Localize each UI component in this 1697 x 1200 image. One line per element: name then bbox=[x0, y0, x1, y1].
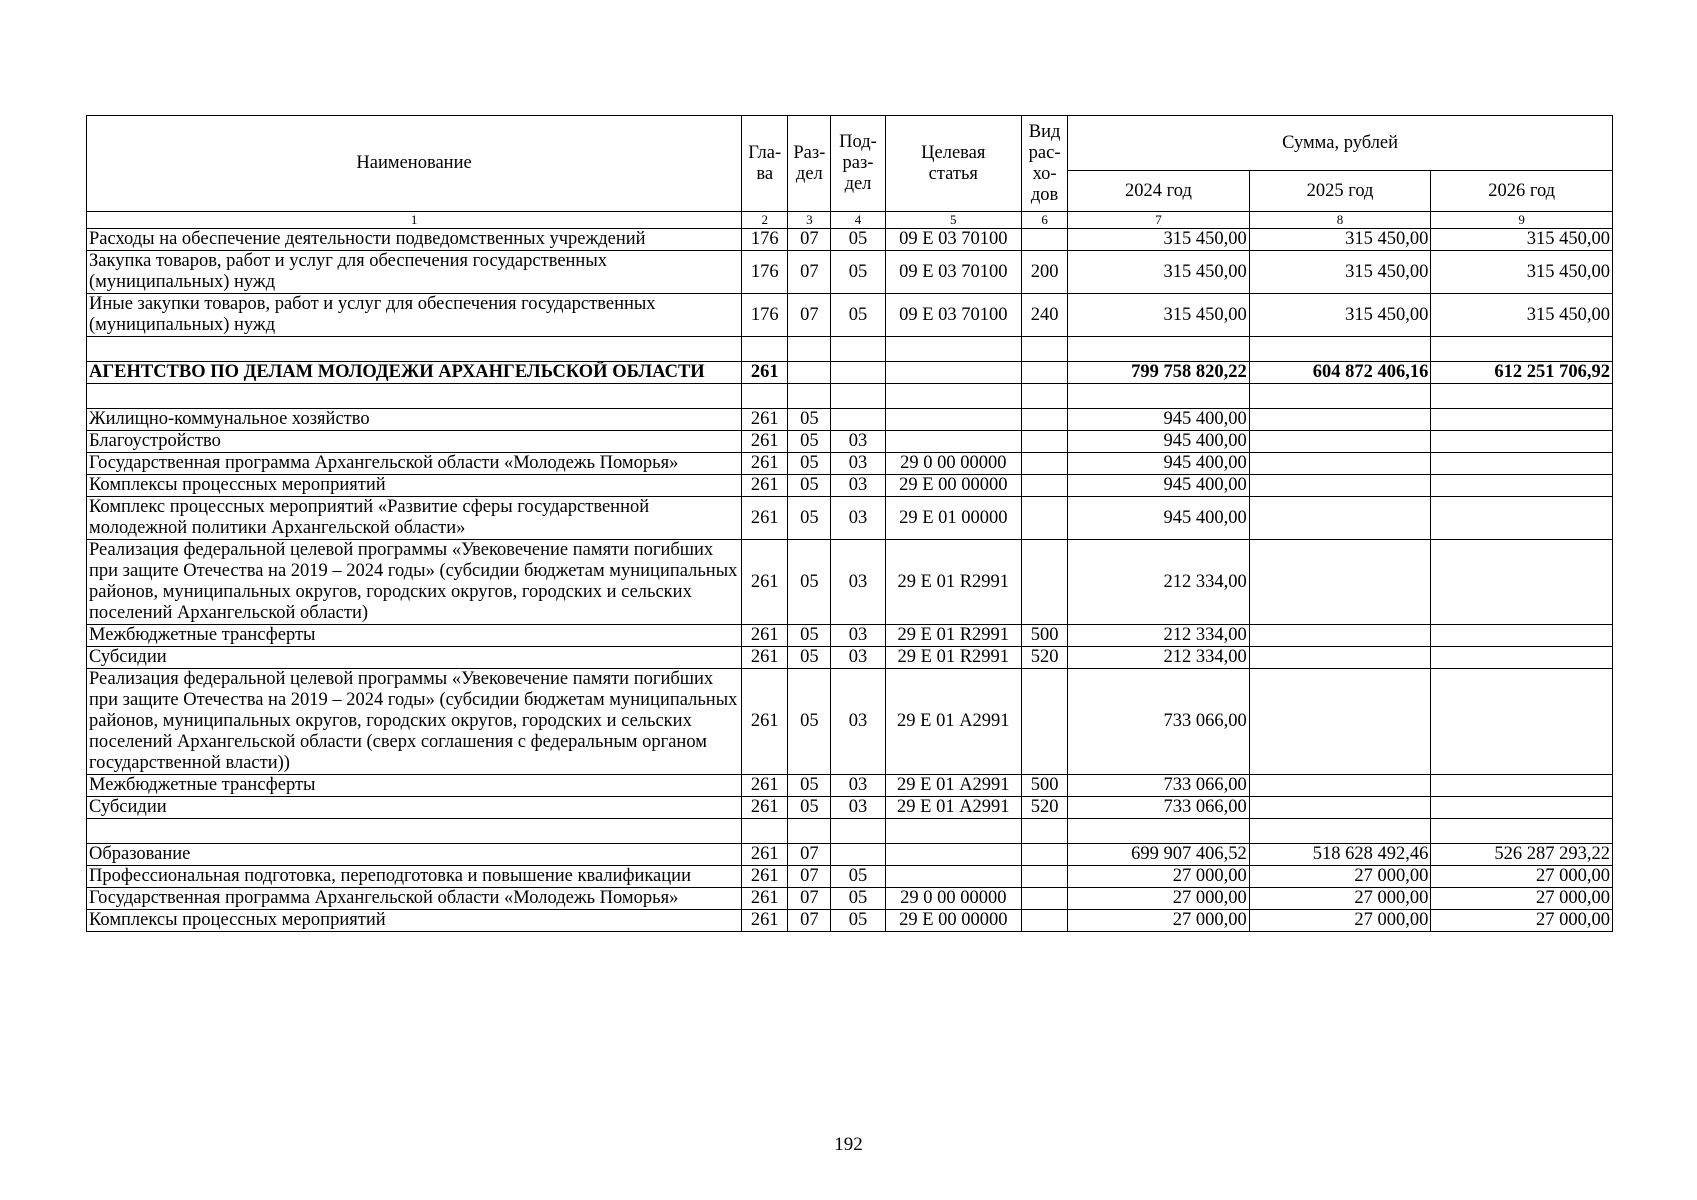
row-glava: 261 bbox=[742, 453, 788, 475]
row-glava: 261 bbox=[742, 497, 788, 540]
table-row bbox=[87, 453, 1613, 475]
row-name: АГЕНТСТВО ПО ДЕЛАМ МОЛОДЕЖИ АРХАНГЕЛЬСКОЙ ОБЛАСТИ bbox=[87, 362, 742, 384]
row-sum-2026: 315 450,00 bbox=[1431, 229, 1613, 251]
table-row bbox=[87, 497, 1613, 540]
table-row bbox=[87, 409, 1613, 431]
empty-cell bbox=[1068, 384, 1250, 409]
row-expense-type bbox=[1022, 475, 1068, 497]
row-podrazdel bbox=[831, 844, 885, 866]
row-glava: 261 bbox=[742, 431, 788, 453]
row-glava: 261 bbox=[742, 866, 788, 888]
row-target-article: 29 Е 00 00000 bbox=[885, 475, 1021, 497]
row-target-article: 29 Е 01 А2991 bbox=[885, 669, 1021, 775]
row-sum-2024: 212 334,00 bbox=[1068, 540, 1250, 625]
row-sum-2024: 27 000,00 bbox=[1068, 910, 1250, 932]
row-target-article: 29 0 00 00000 bbox=[885, 453, 1021, 475]
row-razdel: 05 bbox=[788, 409, 831, 431]
row-expense-type bbox=[1022, 540, 1068, 625]
row-sum-2025 bbox=[1249, 475, 1431, 497]
row-glava: 261 bbox=[742, 362, 788, 384]
row-sum-2024: 945 400,00 bbox=[1068, 431, 1250, 453]
row-razdel: 05 bbox=[788, 475, 831, 497]
spacer-row bbox=[87, 384, 1613, 409]
row-name: Благоустройство bbox=[87, 431, 742, 453]
row-sum-2025 bbox=[1249, 540, 1431, 625]
empty-cell bbox=[1068, 819, 1250, 844]
row-glava: 261 bbox=[742, 625, 788, 647]
row-expense-type: 200 bbox=[1022, 251, 1068, 294]
row-sum-2026: 27 000,00 bbox=[1431, 910, 1613, 932]
table-row bbox=[87, 866, 1613, 888]
table-row bbox=[87, 797, 1613, 819]
table-row bbox=[87, 475, 1613, 497]
column-number: 1 bbox=[87, 212, 742, 229]
row-sum-2025: 315 450,00 bbox=[1249, 251, 1431, 294]
row-target-article bbox=[885, 362, 1021, 384]
row-razdel: 07 bbox=[788, 888, 831, 910]
row-podrazdel: 03 bbox=[831, 497, 885, 540]
row-sum-2024: 699 907 406,52 bbox=[1068, 844, 1250, 866]
empty-cell bbox=[1249, 384, 1431, 409]
row-sum-2026: 27 000,00 bbox=[1431, 888, 1613, 910]
row-sum-2025: 604 872 406,16 bbox=[1249, 362, 1431, 384]
row-podrazdel: 03 bbox=[831, 647, 885, 669]
empty-cell bbox=[87, 384, 742, 409]
row-sum-2025: 315 450,00 bbox=[1249, 294, 1431, 337]
row-target-article: 29 Е 01 А2991 bbox=[885, 797, 1021, 819]
row-podrazdel: 03 bbox=[831, 540, 885, 625]
row-glava: 261 bbox=[742, 647, 788, 669]
row-sum-2026 bbox=[1431, 475, 1613, 497]
column-number: 6 bbox=[1022, 212, 1068, 229]
table-row bbox=[87, 229, 1613, 251]
row-target-article: 29 Е 01 00000 bbox=[885, 497, 1021, 540]
row-name: Профессиональная подготовка, переподготовка и повышение квалификации bbox=[87, 866, 742, 888]
header-glava: Гла- ва bbox=[742, 116, 788, 212]
row-glava: 261 bbox=[742, 475, 788, 497]
row-expense-type bbox=[1022, 844, 1068, 866]
row-name: Комплекс процессных мероприятий «Развитие сферы государственной молодежной политики Архангельской области» bbox=[87, 497, 742, 540]
column-number: 7 bbox=[1068, 212, 1250, 229]
row-expense-type bbox=[1022, 866, 1068, 888]
row-name: Межбюджетные трансферты bbox=[87, 775, 742, 797]
row-glava: 261 bbox=[742, 888, 788, 910]
row-target-article bbox=[885, 844, 1021, 866]
row-sum-2026 bbox=[1431, 431, 1613, 453]
row-podrazdel: 03 bbox=[831, 669, 885, 775]
row-name: Субсидии bbox=[87, 647, 742, 669]
row-razdel: 05 bbox=[788, 431, 831, 453]
row-podrazdel: 03 bbox=[831, 775, 885, 797]
row-name: Реализация федеральной целевой программы «Увековечение памяти погибших при защите Отечества на 2019 – 2024 годы» (субсидии бюджетам муниципальных районов, муниципальных округов, городских округов, городских и сельских поселений Архангельской области) bbox=[87, 540, 742, 625]
table-row bbox=[87, 844, 1613, 866]
header-sum: Сумма, рублей bbox=[1068, 116, 1613, 171]
header-podrazdel: Под- раз- дел bbox=[831, 116, 885, 212]
table-row bbox=[87, 251, 1613, 294]
row-sum-2024: 315 450,00 bbox=[1068, 294, 1250, 337]
empty-cell bbox=[885, 384, 1021, 409]
table-row bbox=[87, 647, 1613, 669]
row-podrazdel: 05 bbox=[831, 229, 885, 251]
row-expense-type bbox=[1022, 453, 1068, 475]
table-row bbox=[87, 362, 1613, 384]
row-podrazdel bbox=[831, 409, 885, 431]
row-razdel: 07 bbox=[788, 251, 831, 294]
row-target-article: 29 Е 01 А2991 bbox=[885, 775, 1021, 797]
row-sum-2025 bbox=[1249, 797, 1431, 819]
row-podrazdel: 05 bbox=[831, 910, 885, 932]
row-target-article: 09 Е 03 70100 bbox=[885, 251, 1021, 294]
row-target-article: 09 Е 03 70100 bbox=[885, 229, 1021, 251]
row-target-article bbox=[885, 431, 1021, 453]
header-vid: Вид рас- хо- дов bbox=[1022, 116, 1068, 212]
row-name: Жилищно-коммунальное хозяйство bbox=[87, 409, 742, 431]
row-glava: 261 bbox=[742, 540, 788, 625]
row-expense-type bbox=[1022, 431, 1068, 453]
empty-cell bbox=[885, 337, 1021, 362]
empty-cell bbox=[788, 337, 831, 362]
row-razdel: 07 bbox=[788, 910, 831, 932]
row-sum-2025: 27 000,00 bbox=[1249, 888, 1431, 910]
row-sum-2024: 212 334,00 bbox=[1068, 647, 1250, 669]
row-name: Государственная программа Архангельской области «Молодежь Поморья» bbox=[87, 888, 742, 910]
row-name: Субсидии bbox=[87, 797, 742, 819]
column-number: 3 bbox=[788, 212, 831, 229]
row-name: Закупка товаров, работ и услуг для обеспечения государственных (муниципальных) нужд bbox=[87, 251, 742, 294]
spacer-row bbox=[87, 819, 1613, 844]
row-sum-2025: 27 000,00 bbox=[1249, 866, 1431, 888]
row-sum-2025 bbox=[1249, 453, 1431, 475]
row-name: Государственная программа Архангельской области «Молодежь Поморья» bbox=[87, 453, 742, 475]
row-sum-2025 bbox=[1249, 497, 1431, 540]
row-sum-2026: 612 251 706,92 bbox=[1431, 362, 1613, 384]
column-number: 4 bbox=[831, 212, 885, 229]
row-name: Комплексы процессных мероприятий bbox=[87, 475, 742, 497]
row-target-article: 29 Е 01 R2991 bbox=[885, 647, 1021, 669]
table-row bbox=[87, 540, 1613, 625]
row-glava: 176 bbox=[742, 251, 788, 294]
empty-cell bbox=[831, 384, 885, 409]
empty-cell bbox=[1431, 337, 1613, 362]
row-target-article: 09 Е 03 70100 bbox=[885, 294, 1021, 337]
header-razdel: Раз- дел bbox=[788, 116, 831, 212]
empty-cell bbox=[1022, 337, 1068, 362]
row-glava: 261 bbox=[742, 775, 788, 797]
row-expense-type: 520 bbox=[1022, 647, 1068, 669]
row-expense-type: 500 bbox=[1022, 775, 1068, 797]
spacer-row bbox=[87, 337, 1613, 362]
row-sum-2024: 799 758 820,22 bbox=[1068, 362, 1250, 384]
row-target-article bbox=[885, 409, 1021, 431]
row-glava: 176 bbox=[742, 294, 788, 337]
header-year-2025: 2025 год bbox=[1249, 171, 1431, 212]
empty-cell bbox=[87, 819, 742, 844]
row-target-article bbox=[885, 866, 1021, 888]
budget-table bbox=[86, 115, 1613, 932]
row-sum-2026 bbox=[1431, 497, 1613, 540]
empty-cell bbox=[788, 384, 831, 409]
row-target-article: 29 Е 00 00000 bbox=[885, 910, 1021, 932]
column-number: 2 bbox=[742, 212, 788, 229]
row-podrazdel: 05 bbox=[831, 294, 885, 337]
row-sum-2026: 526 287 293,22 bbox=[1431, 844, 1613, 866]
row-glava: 261 bbox=[742, 797, 788, 819]
table-row bbox=[87, 431, 1613, 453]
row-podrazdel: 03 bbox=[831, 431, 885, 453]
row-target-article: 29 0 00 00000 bbox=[885, 888, 1021, 910]
row-target-article: 29 Е 01 R2991 bbox=[885, 540, 1021, 625]
row-sum-2024: 212 334,00 bbox=[1068, 625, 1250, 647]
row-sum-2025 bbox=[1249, 775, 1431, 797]
row-razdel: 05 bbox=[788, 647, 831, 669]
row-razdel: 07 bbox=[788, 229, 831, 251]
row-podrazdel: 05 bbox=[831, 888, 885, 910]
row-sum-2026 bbox=[1431, 453, 1613, 475]
page-number: 192 bbox=[834, 1134, 863, 1155]
row-podrazdel: 03 bbox=[831, 797, 885, 819]
row-expense-type: 500 bbox=[1022, 625, 1068, 647]
row-razdel: 07 bbox=[788, 844, 831, 866]
row-name: Комплексы процессных мероприятий bbox=[87, 910, 742, 932]
row-sum-2024: 315 450,00 bbox=[1068, 229, 1250, 251]
row-sum-2026: 315 450,00 bbox=[1431, 251, 1613, 294]
row-sum-2026 bbox=[1431, 647, 1613, 669]
row-razdel: 07 bbox=[788, 294, 831, 337]
empty-cell bbox=[831, 337, 885, 362]
column-number: 8 bbox=[1249, 212, 1431, 229]
row-expense-type bbox=[1022, 669, 1068, 775]
row-expense-type: 240 bbox=[1022, 294, 1068, 337]
empty-cell bbox=[1431, 384, 1613, 409]
column-number: 9 bbox=[1431, 212, 1613, 229]
empty-cell bbox=[1022, 819, 1068, 844]
row-podrazdel: 03 bbox=[831, 625, 885, 647]
row-sum-2026: 27 000,00 bbox=[1431, 866, 1613, 888]
table-body bbox=[87, 229, 1613, 932]
row-sum-2024: 315 450,00 bbox=[1068, 251, 1250, 294]
empty-cell bbox=[742, 819, 788, 844]
header-year-2026: 2026 год bbox=[1431, 171, 1613, 212]
row-sum-2026 bbox=[1431, 625, 1613, 647]
empty-cell bbox=[831, 819, 885, 844]
row-sum-2024: 945 400,00 bbox=[1068, 497, 1250, 540]
row-expense-type bbox=[1022, 362, 1068, 384]
row-podrazdel: 05 bbox=[831, 251, 885, 294]
row-sum-2025 bbox=[1249, 647, 1431, 669]
header-target: Целевая статья bbox=[885, 116, 1021, 212]
row-sum-2026 bbox=[1431, 775, 1613, 797]
row-razdel: 05 bbox=[788, 453, 831, 475]
empty-cell bbox=[742, 337, 788, 362]
empty-cell bbox=[1431, 819, 1613, 844]
empty-cell bbox=[1249, 337, 1431, 362]
row-razdel: 07 bbox=[788, 866, 831, 888]
row-razdel: 05 bbox=[788, 797, 831, 819]
column-number-row bbox=[87, 212, 1613, 229]
row-sum-2024: 27 000,00 bbox=[1068, 866, 1250, 888]
row-sum-2026: 315 450,00 bbox=[1431, 294, 1613, 337]
row-razdel: 05 bbox=[788, 669, 831, 775]
row-expense-type bbox=[1022, 409, 1068, 431]
row-sum-2024: 945 400,00 bbox=[1068, 409, 1250, 431]
empty-cell bbox=[1068, 337, 1250, 362]
table-row bbox=[87, 625, 1613, 647]
row-sum-2026 bbox=[1431, 797, 1613, 819]
row-target-article: 29 Е 01 R2991 bbox=[885, 625, 1021, 647]
row-sum-2024: 945 400,00 bbox=[1068, 475, 1250, 497]
empty-cell bbox=[87, 337, 742, 362]
row-glava: 261 bbox=[742, 669, 788, 775]
row-expense-type bbox=[1022, 497, 1068, 540]
row-sum-2024: 733 066,00 bbox=[1068, 669, 1250, 775]
row-sum-2025 bbox=[1249, 431, 1431, 453]
row-sum-2024: 733 066,00 bbox=[1068, 797, 1250, 819]
row-glava: 261 bbox=[742, 844, 788, 866]
row-sum-2025 bbox=[1249, 625, 1431, 647]
row-sum-2026 bbox=[1431, 540, 1613, 625]
row-razdel: 05 bbox=[788, 540, 831, 625]
row-sum-2025: 27 000,00 bbox=[1249, 910, 1431, 932]
table-row bbox=[87, 294, 1613, 337]
row-name: Образование bbox=[87, 844, 742, 866]
row-expense-type bbox=[1022, 229, 1068, 251]
row-sum-2025 bbox=[1249, 669, 1431, 775]
row-sum-2026 bbox=[1431, 669, 1613, 775]
row-sum-2026 bbox=[1431, 409, 1613, 431]
row-sum-2024: 945 400,00 bbox=[1068, 453, 1250, 475]
row-sum-2025 bbox=[1249, 409, 1431, 431]
header-name: Наименование bbox=[87, 116, 742, 212]
empty-cell bbox=[1022, 384, 1068, 409]
row-name: Иные закупки товаров, работ и услуг для обеспечения государственных (муниципальных) нужд bbox=[87, 294, 742, 337]
table-row bbox=[87, 910, 1613, 932]
row-expense-type bbox=[1022, 910, 1068, 932]
row-podrazdel: 05 bbox=[831, 866, 885, 888]
table-row bbox=[87, 775, 1613, 797]
row-razdel: 05 bbox=[788, 625, 831, 647]
header-year-2024: 2024 год bbox=[1068, 171, 1250, 212]
empty-cell bbox=[885, 819, 1021, 844]
row-razdel: 05 bbox=[788, 497, 831, 540]
row-podrazdel: 03 bbox=[831, 475, 885, 497]
empty-cell bbox=[1249, 819, 1431, 844]
row-podrazdel bbox=[831, 362, 885, 384]
row-name: Межбюджетные трансферты bbox=[87, 625, 742, 647]
row-razdel bbox=[788, 362, 831, 384]
row-podrazdel: 03 bbox=[831, 453, 885, 475]
row-sum-2024: 733 066,00 bbox=[1068, 775, 1250, 797]
empty-cell bbox=[788, 819, 831, 844]
row-expense-type bbox=[1022, 888, 1068, 910]
row-sum-2025: 315 450,00 bbox=[1249, 229, 1431, 251]
row-sum-2025: 518 628 492,46 bbox=[1249, 844, 1431, 866]
row-expense-type: 520 bbox=[1022, 797, 1068, 819]
empty-cell bbox=[742, 384, 788, 409]
row-name: Реализация федеральной целевой программы «Увековечение памяти погибших при защите Отечества на 2019 – 2024 годы» (субсидии бюджетам муниципальных районов, муниципальных округов, городских округов, городских и сельских поселений Архангельской области (сверх соглашения с федеральным органом государственной власти)) bbox=[87, 669, 742, 775]
row-glava: 261 bbox=[742, 910, 788, 932]
row-glava: 261 bbox=[742, 409, 788, 431]
table-row bbox=[87, 669, 1613, 775]
row-sum-2024: 27 000,00 bbox=[1068, 888, 1250, 910]
column-number: 5 bbox=[885, 212, 1021, 229]
table-row bbox=[87, 888, 1613, 910]
row-razdel: 05 bbox=[788, 775, 831, 797]
row-name: Расходы на обеспечение деятельности подведомственных учреждений bbox=[87, 229, 742, 251]
row-glava: 176 bbox=[742, 229, 788, 251]
